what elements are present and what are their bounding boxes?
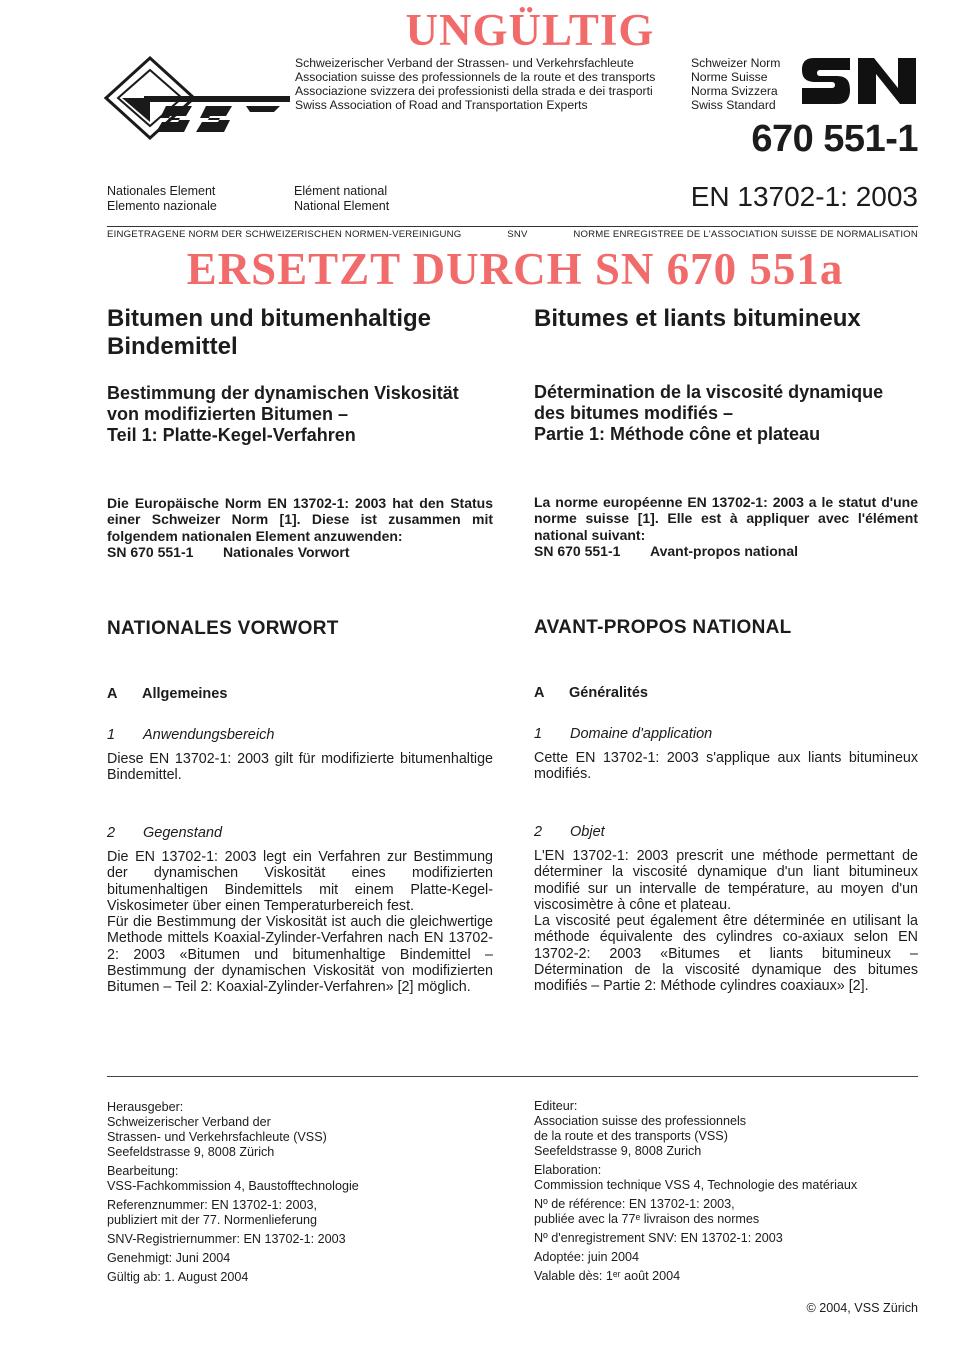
status-fr: La norme européenne EN 13702-1: 2003 a le statut d'une norme suisse [1]. Elle est à appliquer avec l'élément national suivant: SN 670 551-1 Avant-propos national — [534, 494, 918, 559]
imprint-fr: Editeur: Association suisse des professionnels de la route et des transports (VSS) Seefeldstrasse 9, 8008 Zurich Elaboration: Commission technique VSS 4, Technologie des matériaux Nº de référence: EN 13702-1: 2003, publiée avec la 77ᵉ livraison des normes Nº d'enregistrement SNV: EN 13702-1: 2003 Adoptée: juin 2004 Valable dès: 1ᵉʳ août 2004 — [534, 1099, 858, 1283]
subtitle-de: Bestimmung der dynamischen Viskosität von modifizierten Bitumen – Teil 1: Platte-Kegel-Verfahren — [107, 383, 459, 445]
item-1-text-fr: Cette EN 13702-1: 2003 s'applique aux liants bitumineux modifiés. — [534, 750, 918, 783]
national-element-label-de: Nationales Element Elemento nazionale — [107, 184, 217, 213]
item-1-heading-fr: 1 Domaine d'application — [534, 726, 713, 742]
item-1-heading-de: 1 Anwendungsbereich — [107, 727, 275, 743]
footer-divider — [107, 1076, 918, 1077]
invalid-stamp: UNGÜLTIG — [405, 5, 655, 55]
replaced-stamp: ERSETZT DURCH SN 670 551a — [186, 244, 844, 294]
item-2-text-fr: L'EN 13702-1: 2003 prescrit une méthode permettant de déterminer la viscosité dynamique d'un liant bitumineux modifié sur un intervalle de température, au moyen d'un viscosimètre à cône et plateau. La viscosité peut également être déterminée en utilisant la méthode équivalente des cylindres co-axiaux selon EN 13702-2: 2003 «Bitumes et liants bitumineux – Détermination de la viscosité dynamique des bitumes modifiés – Partie 2: Méthode cylindres coaxiaux» [2]. — [534, 848, 918, 995]
status-de: Die Europäische Norm EN 13702-1: 2003 hat den Status einer Schweizer Norm [1]. Diese ist zusammen mit folgendem nationalen Element anzuwenden: SN 670 551-1 Nationales Vorwort — [107, 495, 493, 560]
subsection-a-de: A Allgemeines — [107, 686, 228, 702]
norm-type-labels: Schweizer Norm Norme Suisse Norma Svizzera Swiss Standard — [691, 56, 781, 112]
item-2-heading-fr: 2 Objet — [534, 824, 605, 840]
title-de: Bitumen und bitumenhaltige Bindemittel — [107, 305, 431, 360]
sn-logo-icon — [800, 54, 918, 108]
sn-number: 670 551-1 — [751, 118, 918, 160]
copyright: © 2004, VSS Zürich — [806, 1301, 918, 1315]
subsection-a-fr: A Généralités — [534, 685, 648, 701]
item-2-heading-de: 2 Gegenstand — [107, 825, 223, 841]
imprint-de: Herausgeber: Schweizerischer Verband der Strassen- und Verkehrsfachleute (VSS) Seefeldstrasse 9, 8008 Zürich Bearbeitung: VSS-Fachkommission 4, Baustofftechnologie Referenznummer: EN 13702-1: 2003, publiziert mit der 77. Normenlieferung SNV-Registriernummer: EN 13702-1: 2003 Genehmigt: Juni 2004 Gültig ab: 1. August 2004 — [107, 1100, 359, 1284]
header-divider — [107, 226, 918, 227]
item-1-text-de: Diese EN 13702-1: 2003 gilt für modifizierte bitumenhaltige Bindemittel. — [107, 751, 493, 784]
en-number: EN 13702-1: 2003 — [690, 181, 918, 212]
subtitle-fr: Détermination de la viscosité dynamique des bitumes modifiés – Partie 1: Méthode cône et plateau — [534, 382, 884, 444]
item-2-text-de: Die EN 13702-1: 2003 legt ein Verfahren zur Bestimmung der dynamischen Viskosität eines modifizierten bitumenhaltigen Bindemittels mit einem Platte-Kegel-Viskosimeter über einen Temperaturbereich fest. Für die Bestimmung der Viskosität ist auch die gleichwertige Methode mittels Koaxial-Zylinder-Verfahren nach EN 13702-2: 2003 «Bitumen und bitumenhaltige Bindemittel – Bestimmung der dynamischen Viskosität von modifizierten Bitumen – Teil 2: Koaxial-Zylinder-Verfahren» [2] möglich. — [107, 849, 493, 996]
section-heading-fr: AVANT-PROPOS NATIONAL — [534, 617, 792, 638]
national-element-label-fr: Elément national National Element — [294, 184, 390, 213]
section-heading-de: NATIONALES VORWORT — [107, 618, 339, 639]
title-fr: Bitumes et liants bitumineux — [534, 305, 861, 332]
registration-line: EINGETRAGENE NORM DER SCHWEIZERISCHEN NORMEN-VEREINIGUNG SNV NORME ENREGISTREE DE L'ASSOCIATION SUISSE DE NORMALISATION — [107, 229, 918, 240]
vss-logo-icon — [104, 56, 290, 142]
association-names: Schweizerischer Verband der Strassen- und Verkehrsfachleute Association suisse des professionnels de la route et des transports Associazione svizzera dei professionisti della strada e dei trasporti Swiss Association of Road and Transportation Experts — [295, 56, 656, 112]
